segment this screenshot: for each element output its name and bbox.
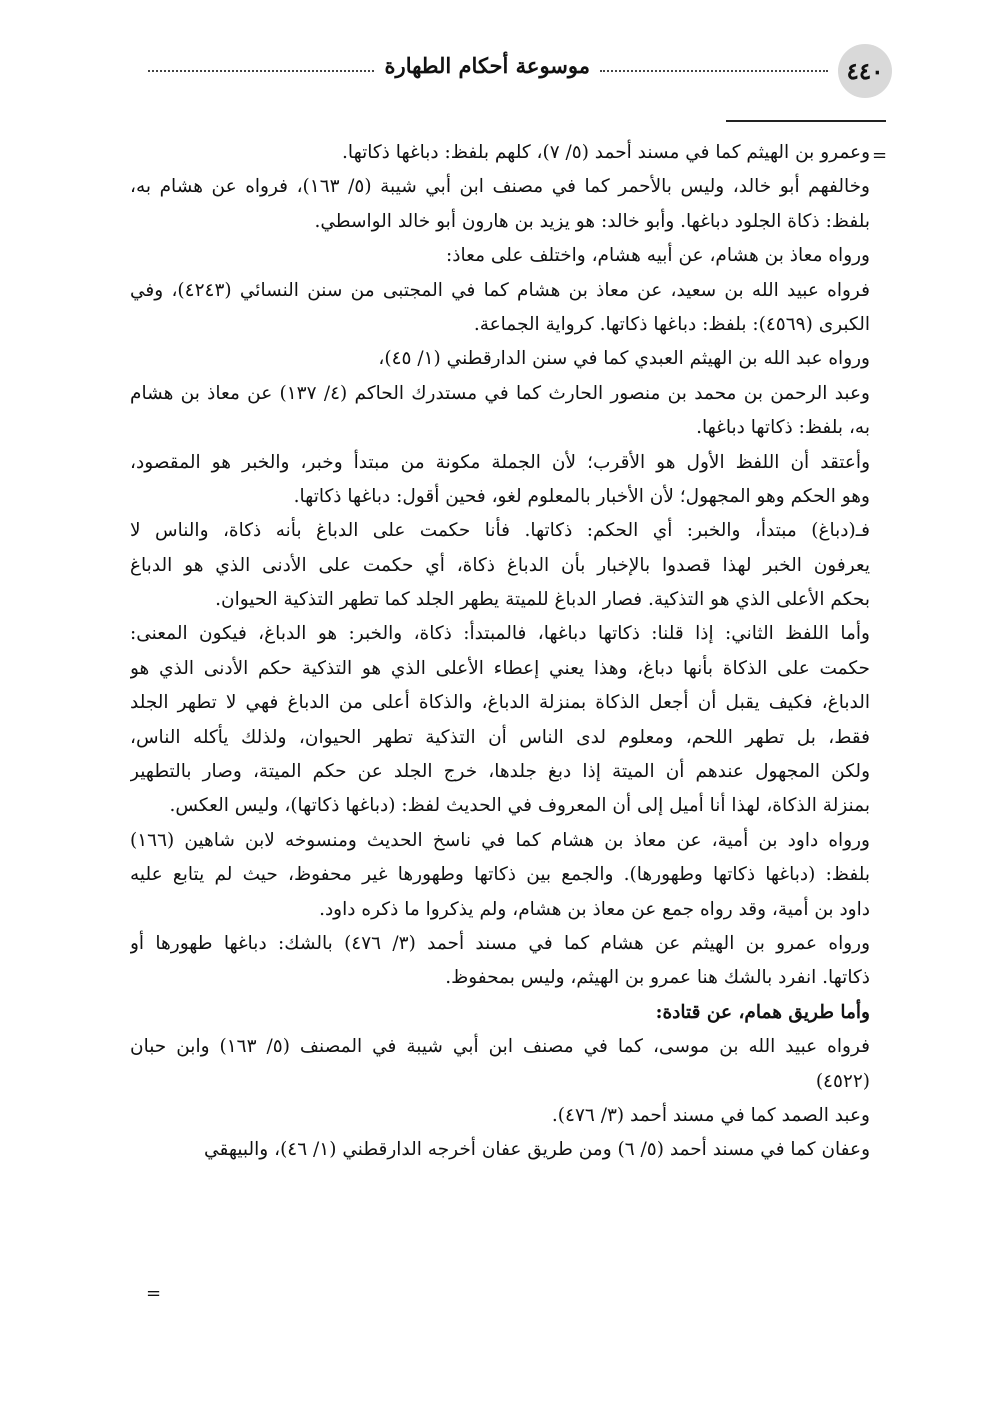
text-line: داود بن أمية، وقد رواه جمع عن معاذ بن هشام، ولم يذكروا ما ذكره داود.	[319, 898, 870, 920]
text-line: وأعتقد أن اللفظ الأول هو الأقرب؛ لأن الجملة مكونة من مبتدأ وخبر، والخبر هو المقصود،	[130, 451, 870, 473]
text-line: الكبرى (٤٥٦٩): بلفظ: دباغها ذكاتها. كرواية الجماعة.	[473, 313, 870, 335]
header-dotted-leader-right	[600, 70, 828, 72]
text-line: بمنزلة الذكاة، لهذا أنا أميل إلى أن المعروف في الحديث لفظ: (دباغها ذكاتها)، وليس العكس.	[169, 795, 870, 817]
text-line: وعفان كما في مسند أحمد (٥/ ٦) ومن طريق عفان أخرجه الدارقطني (١/ ٤٦)، والبيهقي	[204, 1139, 870, 1161]
footnote-body	[130, 136, 870, 1168]
text-line: فقط، بل تطهر اللحم، ومعلوم لدى الناس أن التذكية تطهر الحيوان، ولذلك يأكله الناس،	[130, 726, 870, 748]
text-line: وهو الحكم وهو المجهول؛ لأن الأخبار بالمعلوم لغو، فحين أقول: دباغها ذكاتها.	[293, 485, 870, 507]
text-line: ولكن المجهول عندهم أن الميتة إذا دبغ جلدها، خرج الجلد عن حكم الميتة، وصار بالتطهير	[130, 761, 870, 783]
text-line: بلفظ: (دباغها ذكاتها وطهورها). والجمع بين ذكاتها وطهورها غير محفوظ، حيث لم يتابع عليه	[130, 864, 870, 886]
text-line: يعرفون الخبر لهذا قصدوا بالإخبار بأن الدباغ ذكاة، أي حكمت على الأدنى الذي هو الدباغ	[130, 554, 870, 576]
text-line: وعبد الرحمن بن محمد بن منصور الحارث كما في مستدرك الحاكم (٤/ ١٣٧) عن معاذ بن هشام	[130, 382, 870, 404]
page-header	[140, 44, 892, 100]
continuation-mark-bottom: =	[146, 1283, 162, 1304]
text-line: الدباغ، فكيف يقبل أن أجعل الذكاة بمنزلة الدباغ، والذكاة أعلى من الدباغ فهي لا تطهر الجلد	[130, 692, 870, 714]
book-title: موسوعة أحكام الطهارة	[384, 53, 590, 78]
text-line: (٤٥٢٢)	[815, 1070, 870, 1092]
continuation-mark-top: =	[872, 145, 888, 166]
text-line: بلفظ: ذكاة الجلود دباغها. وأبو خالد: هو يزيد بن هارون أبو خالد الواسطي.	[314, 210, 870, 232]
text-line: فـ(دباغ) مبتدأ، والخبر: أي الحكم: ذكاتها. فأنا حكمت على الدباغ بأنه ذكاة، والناس لا	[130, 520, 870, 542]
text-line: ورواه عمرو بن الهيثم عن هشام كما في مسند أحمد (٣/ ٤٧٦) بالشك: دباغها طهورها أو	[130, 932, 870, 954]
text-line: وعمرو بن الهيثم كما في مسند أحمد (٥/ ٧)، كلهم بلفظ: دباغها ذكاتها.	[342, 142, 870, 163]
text-line: بحكم الأعلى الذي هو التذكية. فصار الدباغ للميتة يطهر الجلد كما تطهر التذكية الحيوان.	[215, 589, 870, 611]
text-line: حكمت على الذكاة بأنها دباغ، وهذا يعني إعطاء الأعلى الذي هو التذكية حكم الأدنى الذي هو	[130, 657, 870, 679]
text-line: وأما اللفظ الثاني: إذا قلنا: ذكاتها دباغها، فالمبتدأ: ذكاة، والخبر: هو الدباغ، فيكون المعنى:	[130, 623, 870, 645]
text-line: فرواه عبيد الله بن موسى، كما في مصنف ابن أبي شيبة في المصنف (٥/ ١٦٣) وابن حبان	[130, 1036, 870, 1058]
text-line: وعبد الصمد كما في مسند أحمد (٣/ ٤٧٦).	[551, 1104, 870, 1126]
text-line: وخالفهم أبو خالد، وليس بالأحمر كما في مصنف ابن أبي شيبة (٥/ ١٦٣)، فرواه عن هشام به،	[130, 176, 870, 198]
text-line: به، بلفظ: ذكاتها دباغها.	[696, 417, 870, 439]
section-heading: وأما طريق همام، عن قتادة:	[655, 1001, 870, 1023]
text-line: ذكاتها. انفرد بالشك هنا عمرو بن الهيثم، وليس بمحفوظ.	[445, 967, 870, 989]
header-dotted-leader-left	[148, 70, 374, 72]
footnote-separator	[726, 120, 886, 122]
page-number: ٤٤٠	[838, 44, 892, 98]
text-line: ورواه معاذ بن هشام، عن أبيه هشام، واختلف على معاذ:	[446, 245, 870, 267]
text-line: ورواه داود بن أمية، عن معاذ بن هشام كما في ناسخ الحديث ومنسوخه لابن شاهين (١٦٦)	[130, 829, 870, 851]
text-line: ورواه عبد الله بن الهيثم العبدي كما في سنن الدارقطني (١/ ٤٥)،	[378, 348, 870, 370]
text-line: فرواه عبيد الله بن سعيد، عن معاذ بن هشام كما في المجتبى من سنن النسائي (٤٢٤٣)، وفي	[130, 279, 870, 301]
